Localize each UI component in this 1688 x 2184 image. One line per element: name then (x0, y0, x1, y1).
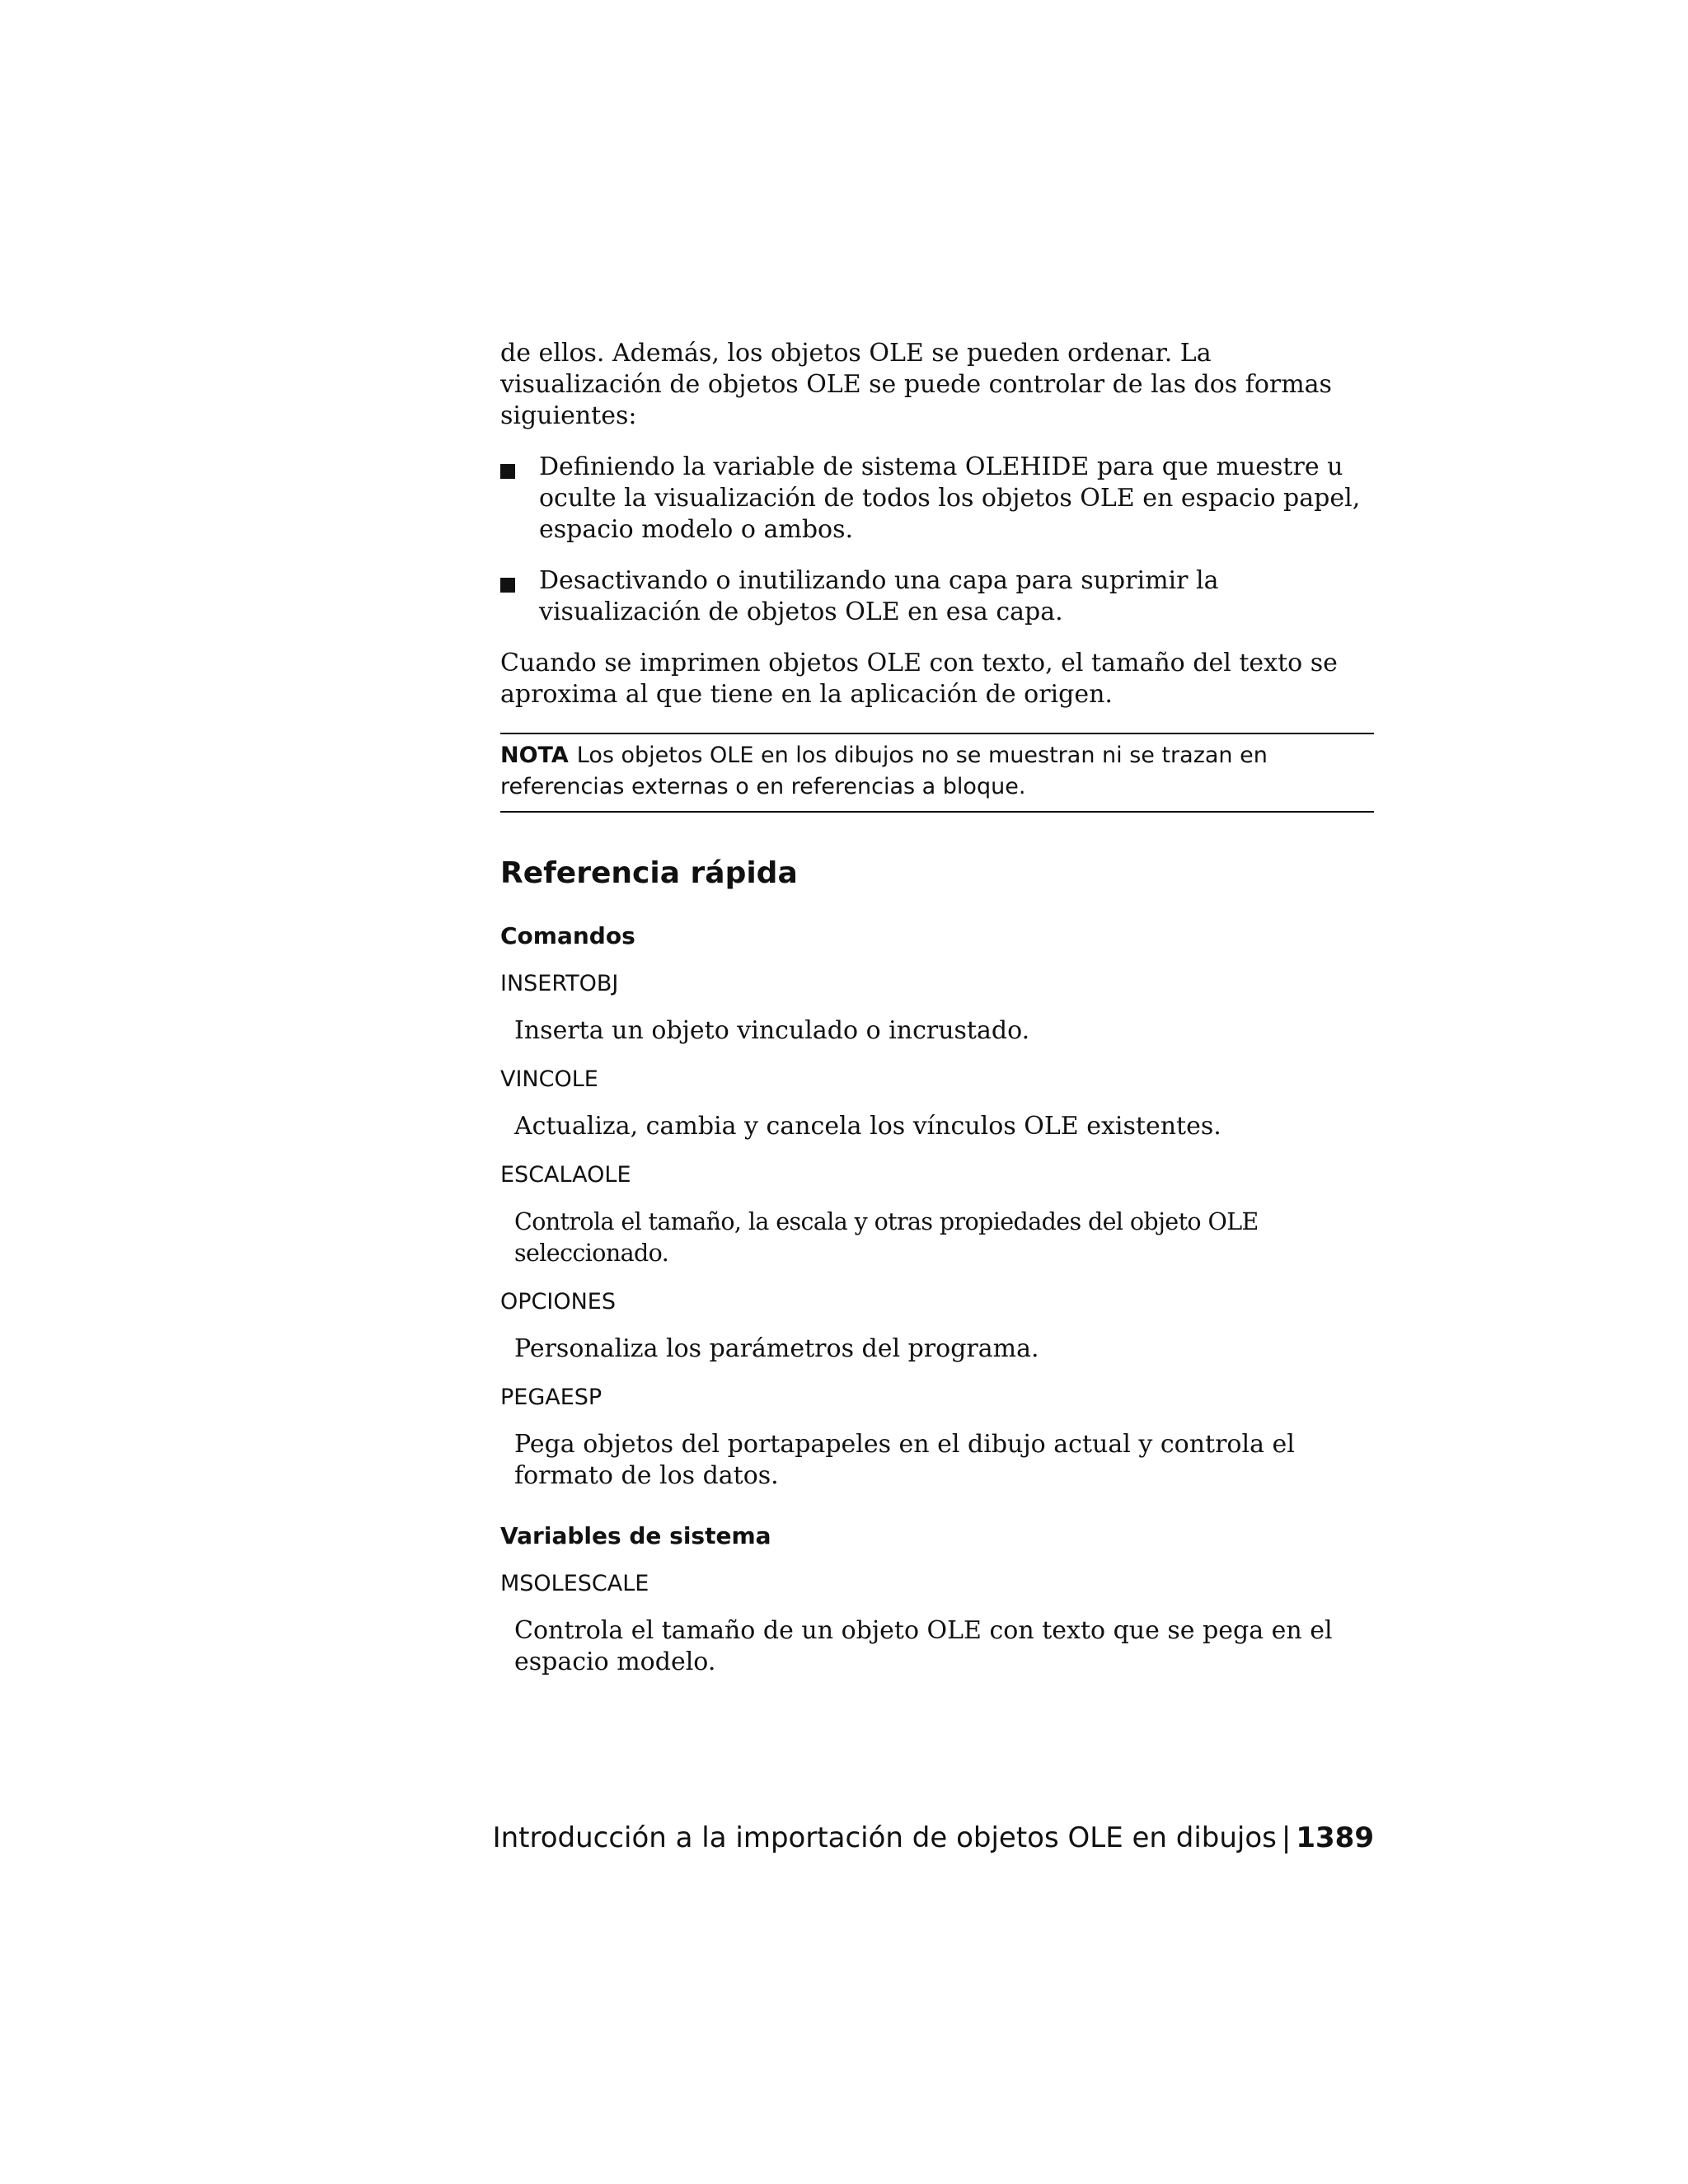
footer-separator: | (1281, 1821, 1292, 1854)
bullet-text: Desactivando o inutilizando una capa para suprimir la visualización de objetos OLE en esa capa. (539, 566, 1219, 626)
command-name: OPCIONES (500, 1289, 616, 1315)
command-name: ESCALAOLE (500, 1162, 631, 1188)
note-text: Los objetos OLE en los dibujos no se muestran ni se trazan en referencias externas o en referencias a bloque. (500, 743, 1268, 799)
bullet-item (500, 452, 1374, 546)
page-footer (493, 1820, 1374, 1856)
command-description: Controla el tamaño, la escala y otras propiedades del objeto OLE seleccionado. (514, 1208, 1259, 1267)
bullet-list (500, 452, 1374, 628)
sysvars-heading: Variables de sistema (500, 1522, 771, 1549)
bullet-item (500, 565, 1374, 628)
body-paragraph: Cuando se imprimen objetos OLE con texto, el tamaño del texto se aproxima al que tiene en la aplicación de origen. (500, 649, 1338, 709)
command-description: Inserta un objeto vinculado o incrustado. (514, 1016, 1030, 1045)
page-number: 1389 (1296, 1821, 1374, 1854)
sysvar-name: MSOLESCALE (500, 1571, 649, 1596)
note-label: NOTA (500, 743, 569, 768)
square-bullet-icon (500, 578, 515, 593)
command-name: PEGAESP (500, 1385, 603, 1410)
sysvar-description: Controla el tamaño de un objeto OLE con texto que se pega en el espacio modelo. (514, 1616, 1333, 1676)
commands-heading: Comandos (500, 922, 635, 949)
note-box (500, 733, 1374, 813)
section-heading: Referencia rápida (500, 856, 798, 890)
command-name: INSERTOBJ (500, 971, 619, 996)
square-bullet-icon (500, 464, 515, 479)
command-description: Personaliza los parámetros del programa. (514, 1334, 1039, 1363)
command-name: VINCOLE (500, 1066, 598, 1092)
page-content (500, 338, 1374, 1678)
command-description: Actualiza, cambia y cancela los vínculos OLE existentes. (514, 1112, 1221, 1141)
bullet-text: Definiendo la variable de sistema OLEHIDE para que muestre u oculte la visualización de todos los objetos OLE en espacio papel, espacio modelo o ambos. (539, 452, 1361, 544)
command-description: Pega objetos del portapapeles en el dibujo actual y controla el formato de los datos. (514, 1430, 1295, 1490)
footer-title: Introducción a la importación de objetos OLE en dibujos (492, 1821, 1277, 1854)
intro-paragraph: de ellos. Además, los objetos OLE se pueden ordenar. La visualización de objetos OLE se puede controlar de las dos formas siguientes: (500, 339, 1332, 430)
